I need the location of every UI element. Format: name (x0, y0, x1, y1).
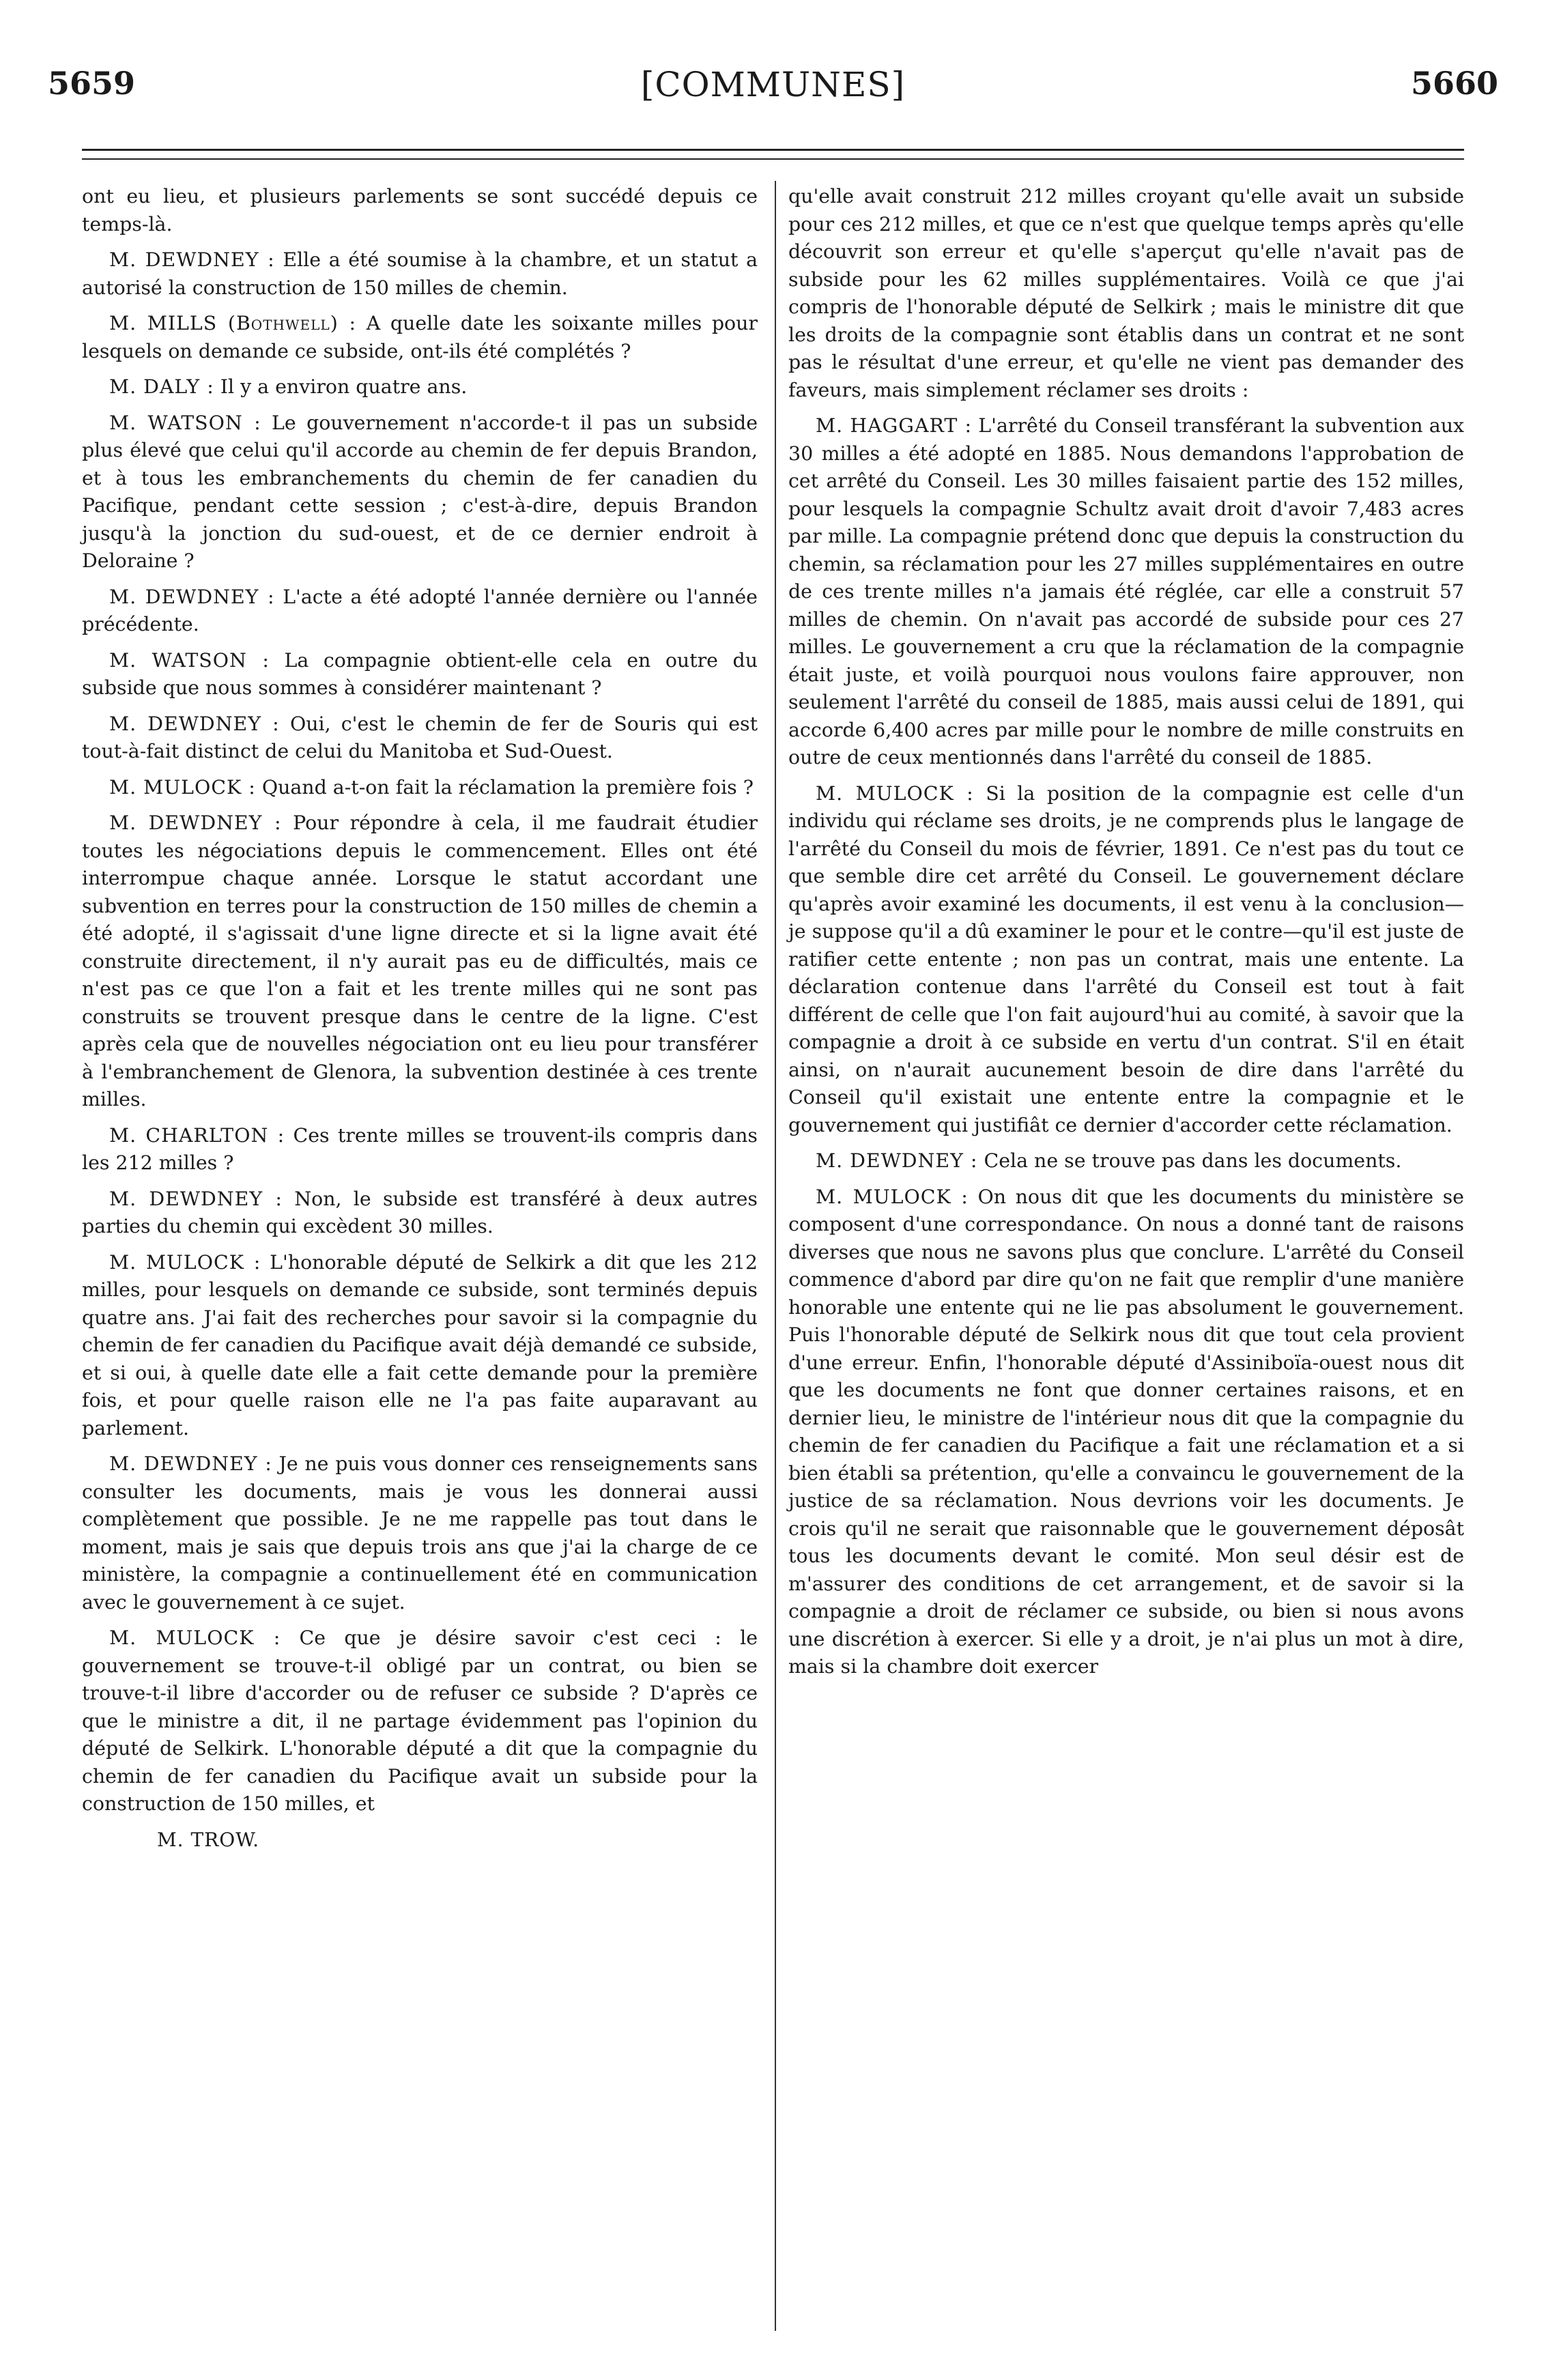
speaker-name: M. DEWDNEY : (109, 248, 275, 271)
speech-text: Cela ne se trouve pas dans les documents. (984, 1149, 1402, 1172)
speech-text: Oui, c'est le chemin de fer de Souris qui est tout-à-fait distinct de celui du Manitoba et Sud-Ouest. (82, 712, 758, 762)
page-number-right: 5660 (1410, 65, 1498, 102)
speech-paragraph (82, 1122, 758, 1177)
speech-paragraph (82, 774, 758, 802)
speaker-name: M. DEWDNEY : (816, 1149, 978, 1172)
left-column (82, 183, 758, 1854)
speech-paragraph (788, 1147, 1464, 1175)
paragraph-continuation (82, 183, 758, 238)
speech-text: L'arrêté du Conseil transférant la subvention aux 30 milles a été adopté en 1885. Nous demandons l'approbation de cet arrêté du Conseil. Les 30 milles faisaient partie des 152 milles, pour lesquels la compagnie Schultz avait droit d'avoir 7,483 acres par mille. La compagnie prétend donc que depuis la construction du chemin, sa réclamation pour les 27 milles supplémentaires en outre de ces trente milles n'a jamais été réglée, car elle a construit 57 milles de chemin. On n'avait pas accordé de subside pour ces 27 milles. Le gouvernement a cru que la réclamation de la compagnie était juste, et voilà pourquoi nous voulons faire approuver, non seulement l'arrêté du conseil de 1885, mais aussi celui de 1891, qui accorde 6,400 acres par mille pour le nombre de mille construits en outre de ceux mentionnés dans l'arrêté du conseil de 1885. (788, 414, 1464, 769)
speech-paragraph (82, 584, 758, 639)
speaker-name: M. MILLS (Bothwell) : (109, 312, 357, 334)
page-header (48, 65, 1498, 119)
speech-text: qu'elle avait construit 212 milles croyant qu'elle avait un subside pour ces 212 milles, et que ce n'est que quelque temps après qu'elle découvrit son erreur et qu'elle s'aperçut qu'elle n'avait pas de subside pour les 62 milles supplémentaires. Voilà ce que j'ai compris de l'honorable député de Selkirk ; mais le ministre dit que les droits de la compagnie sont établis dans un contrat et ne sont pas le résultat d'une erreur, et qu'elle ne vient pas demander des faveurs, mais simplement réclamer ses droits : (788, 185, 1464, 401)
speech-text: ont eu lieu, et plusieurs parlements se sont succédé depuis ce temps-là. (82, 185, 758, 235)
speech-text: Si la position de la compagnie est celle d'un individu qui réclame ses droits, je ne comprends plus le langage de l'arrêté du Conseil du mois de février, 1891. Ce n'est pas du tout ce que semble dire cet arrêté du Conseil. Le gouvernement déclare qu'après avoir examiné les documents, il est venu à la conclusion—je suppose qu'il a dû examiner le pour et le contre—qu'il est juste de ratifier cette entente ; non pas un contrat, mais une entente. La déclaration contenue dans l'arrêté du Conseil est tout à fait différent de celle que l'on fait aujourd'hui au comité, à savoir que la compagnie a droit à ce subside en vertu d'un contrat. S'il en était ainsi, on n'aurait aucunement besoin de dire dans l'arrêté du Conseil qu'il existait une entente entre la compagnie et le gouvernement qui justifiât ce dernier d'accorder cette réclamation. (788, 782, 1464, 1136)
speech-paragraph (82, 310, 758, 365)
speech-paragraph (788, 1184, 1464, 1681)
paragraph-continuation (788, 183, 1464, 404)
speaker-name: M. MULOCK : (816, 782, 974, 805)
right-column (788, 183, 1464, 1689)
speaker-name: M. DEWDNEY : (109, 585, 275, 608)
speech-text: Je ne puis vous donner ces renseignements sans consulter les documents, mais je vous les donnerai aussi complètement que possible. Je ne me rappelle pas tout dans le moment, mais je sais que depuis trois ans que j'ai la charge de ce ministère, la compagnie a continuellement été en communication avec le gouvernement à ce sujet. (82, 1452, 758, 1614)
speech-text: Ce que je désire savoir c'est ceci : le gouvernement se trouve-t-il obligé par un contrat, ou bien se trouve-t-il libre d'accorder ou de refuser ce subside ? D'après ce que le ministre a dit, il ne partage évidemment pas l'opinion du député de Selkirk. L'honorable député a dit que la compagnie du chemin de fer canadien du Pacifique avait un subside pour la construction de 150 milles, et (82, 1626, 758, 1815)
speech-text: Il y a environ quatre ans. (220, 375, 468, 398)
speech-paragraph (82, 246, 758, 302)
page-title: [COMMUNES] (640, 65, 906, 104)
speech-paragraph (82, 1186, 758, 1241)
speaker-name: M. DEWDNEY : (109, 712, 280, 735)
speaker-name: M. WATSON : (109, 648, 270, 672)
speech-paragraph (82, 1450, 758, 1616)
speech-paragraph (82, 809, 758, 1114)
speech-text: Le gouvernement n'accorde-t il pas un subside plus élevé que celui qu'il accorde au chemin de fer depuis Brandon, et à tous les embranchements du chemin de fer canadien du Pacifique, pendant cette session ; c'est-à-dire, depuis Brandon jusqu'à la jonction du sud-ouest, et de ce dernier endroit à Deloraine ? (82, 411, 758, 572)
speech-text: La compagnie obtient-elle cela en outre du subside que nous sommes à considérer maintenant ? (82, 648, 758, 699)
speaker-name: M. HAGGART : (816, 414, 973, 437)
speech-paragraph (788, 412, 1464, 772)
speech-paragraph (82, 410, 758, 575)
column-separator (775, 181, 776, 2331)
speech-paragraph (82, 711, 758, 766)
page-number-left: 5659 (48, 65, 136, 102)
speech-text: Ces trente milles se trouvent-ils compris dans les 212 milles ? (82, 1123, 758, 1174)
speaker-name: M. DEWDNEY : (109, 1187, 283, 1210)
speech-paragraph (82, 373, 758, 401)
speaker-name: M. DEWDNEY : (109, 1452, 272, 1475)
footer-speaker-name: M. TROW. (157, 1828, 259, 1851)
speaker-name: M. WATSON : (109, 411, 261, 434)
speech-text: On nous dit que les documents du ministère se composent d'une correspondance. On nous a donné tant de raisons diverses que nous ne savons plus que conclure. L'arrêté du Conseil commence d'abord par dire qu'on ne fait que remplir d'une manière honorable une entente qui ne lie pas absolument le gouvernement. Puis l'honorable député de Selkirk nous dit que tout cela provient d'une erreur. Enfin, l'honorable député d'Assiniboïa-ouest nous dit que les documents ne font que donner certaines raisons, et en dernier lieu, le ministre de l'intérieur nous dit que la compagnie du chemin de fer canadien du Pacifique a fait une réclamation et a si bien établi sa prétention, qu'elle a convaincu le gouvernement de la justice de sa réclamation. Nous devrions voir les documents. Je crois qu'il ne serait que raisonnable que le gouvernement déposât tous les documents devant le comité. Mon seul désir est de m'assurer des conditions de cet arrangement, et de savoir si la compagnie a droit de réclamer ce subside, ou bien si nous avons une discrétion à exercer. Si elle y a droit, je n'ai plus un mot à dire, mais si la chambre doit exercer (788, 1185, 1464, 1678)
speech-paragraph (788, 780, 1464, 1140)
speaker-name: M. MULOCK : (109, 1250, 261, 1274)
header-rule-top (82, 149, 1464, 151)
header-rule-bottom (82, 158, 1464, 160)
speaker-name: M. DEWDNEY : (109, 812, 282, 834)
speech-text: A quelle date les soixante milles pour lesquels on demande ce subside, ont-ils été complétés ? (82, 312, 758, 362)
speaker-name: M. CHARLTON : (109, 1123, 285, 1147)
speech-paragraph (82, 1624, 758, 1818)
speech-text: Quand a-t-on fait la réclamation la première fois ? (261, 775, 754, 799)
speech-text: Elle a été soumise à la chambre, et un statut a autorisé la construction de 150 milles de chemin. (82, 248, 758, 299)
speech-paragraph (82, 647, 758, 702)
speech-text: L'honorable député de Selkirk a dit que les 212 milles, pour lesquels on demande ce subside, sont terminés depuis quatre ans. J'ai fait des recherches pour savoir si la compagnie du chemin de fer canadien du Pacifique avait déjà demandé ce subside, et si oui, à quelle date elle a fait cette demande pour la première fois, et pour quelle raison elle ne l'a pas faite auparavant au parlement. (82, 1250, 758, 1439)
speech-text: Non, le subside est transféré à deux autres parties du chemin qui excèdent 30 milles. (82, 1187, 758, 1237)
speaker-name: M. MULOCK : (109, 775, 256, 799)
speech-text: L'acte a été adopté l'année dernière ou l'année précédente. (82, 585, 758, 635)
speaker-name: M. MULOCK : (109, 1626, 281, 1649)
speaker-name: M. MULOCK : (816, 1185, 969, 1208)
speech-paragraph (82, 1249, 758, 1443)
speaker-name: M. DALY : (109, 375, 214, 398)
speech-text: Pour répondre à cela, il me faudrait étudier toutes les négociations depuis le commencement. Elles ont été interrompue chaque année. Lorsque le statut accordant une subvention en terres pour la construction de 150 milles de chemin a été adopté, il s'agissait d'une ligne directe et si la ligne avait été construite directement, il n'y aurait pas eu de difficultés, mais ce n'est pas ce que l'on a fait et les trente milles qui ne sont pas construits se trouvent presque dans le centre de la ligne. C'est après cela que de nouvelles négociation ont eu lieu pour transférer à l'embranchement de Glenora, la subvention destinée à ces trente milles. (82, 812, 758, 1110)
